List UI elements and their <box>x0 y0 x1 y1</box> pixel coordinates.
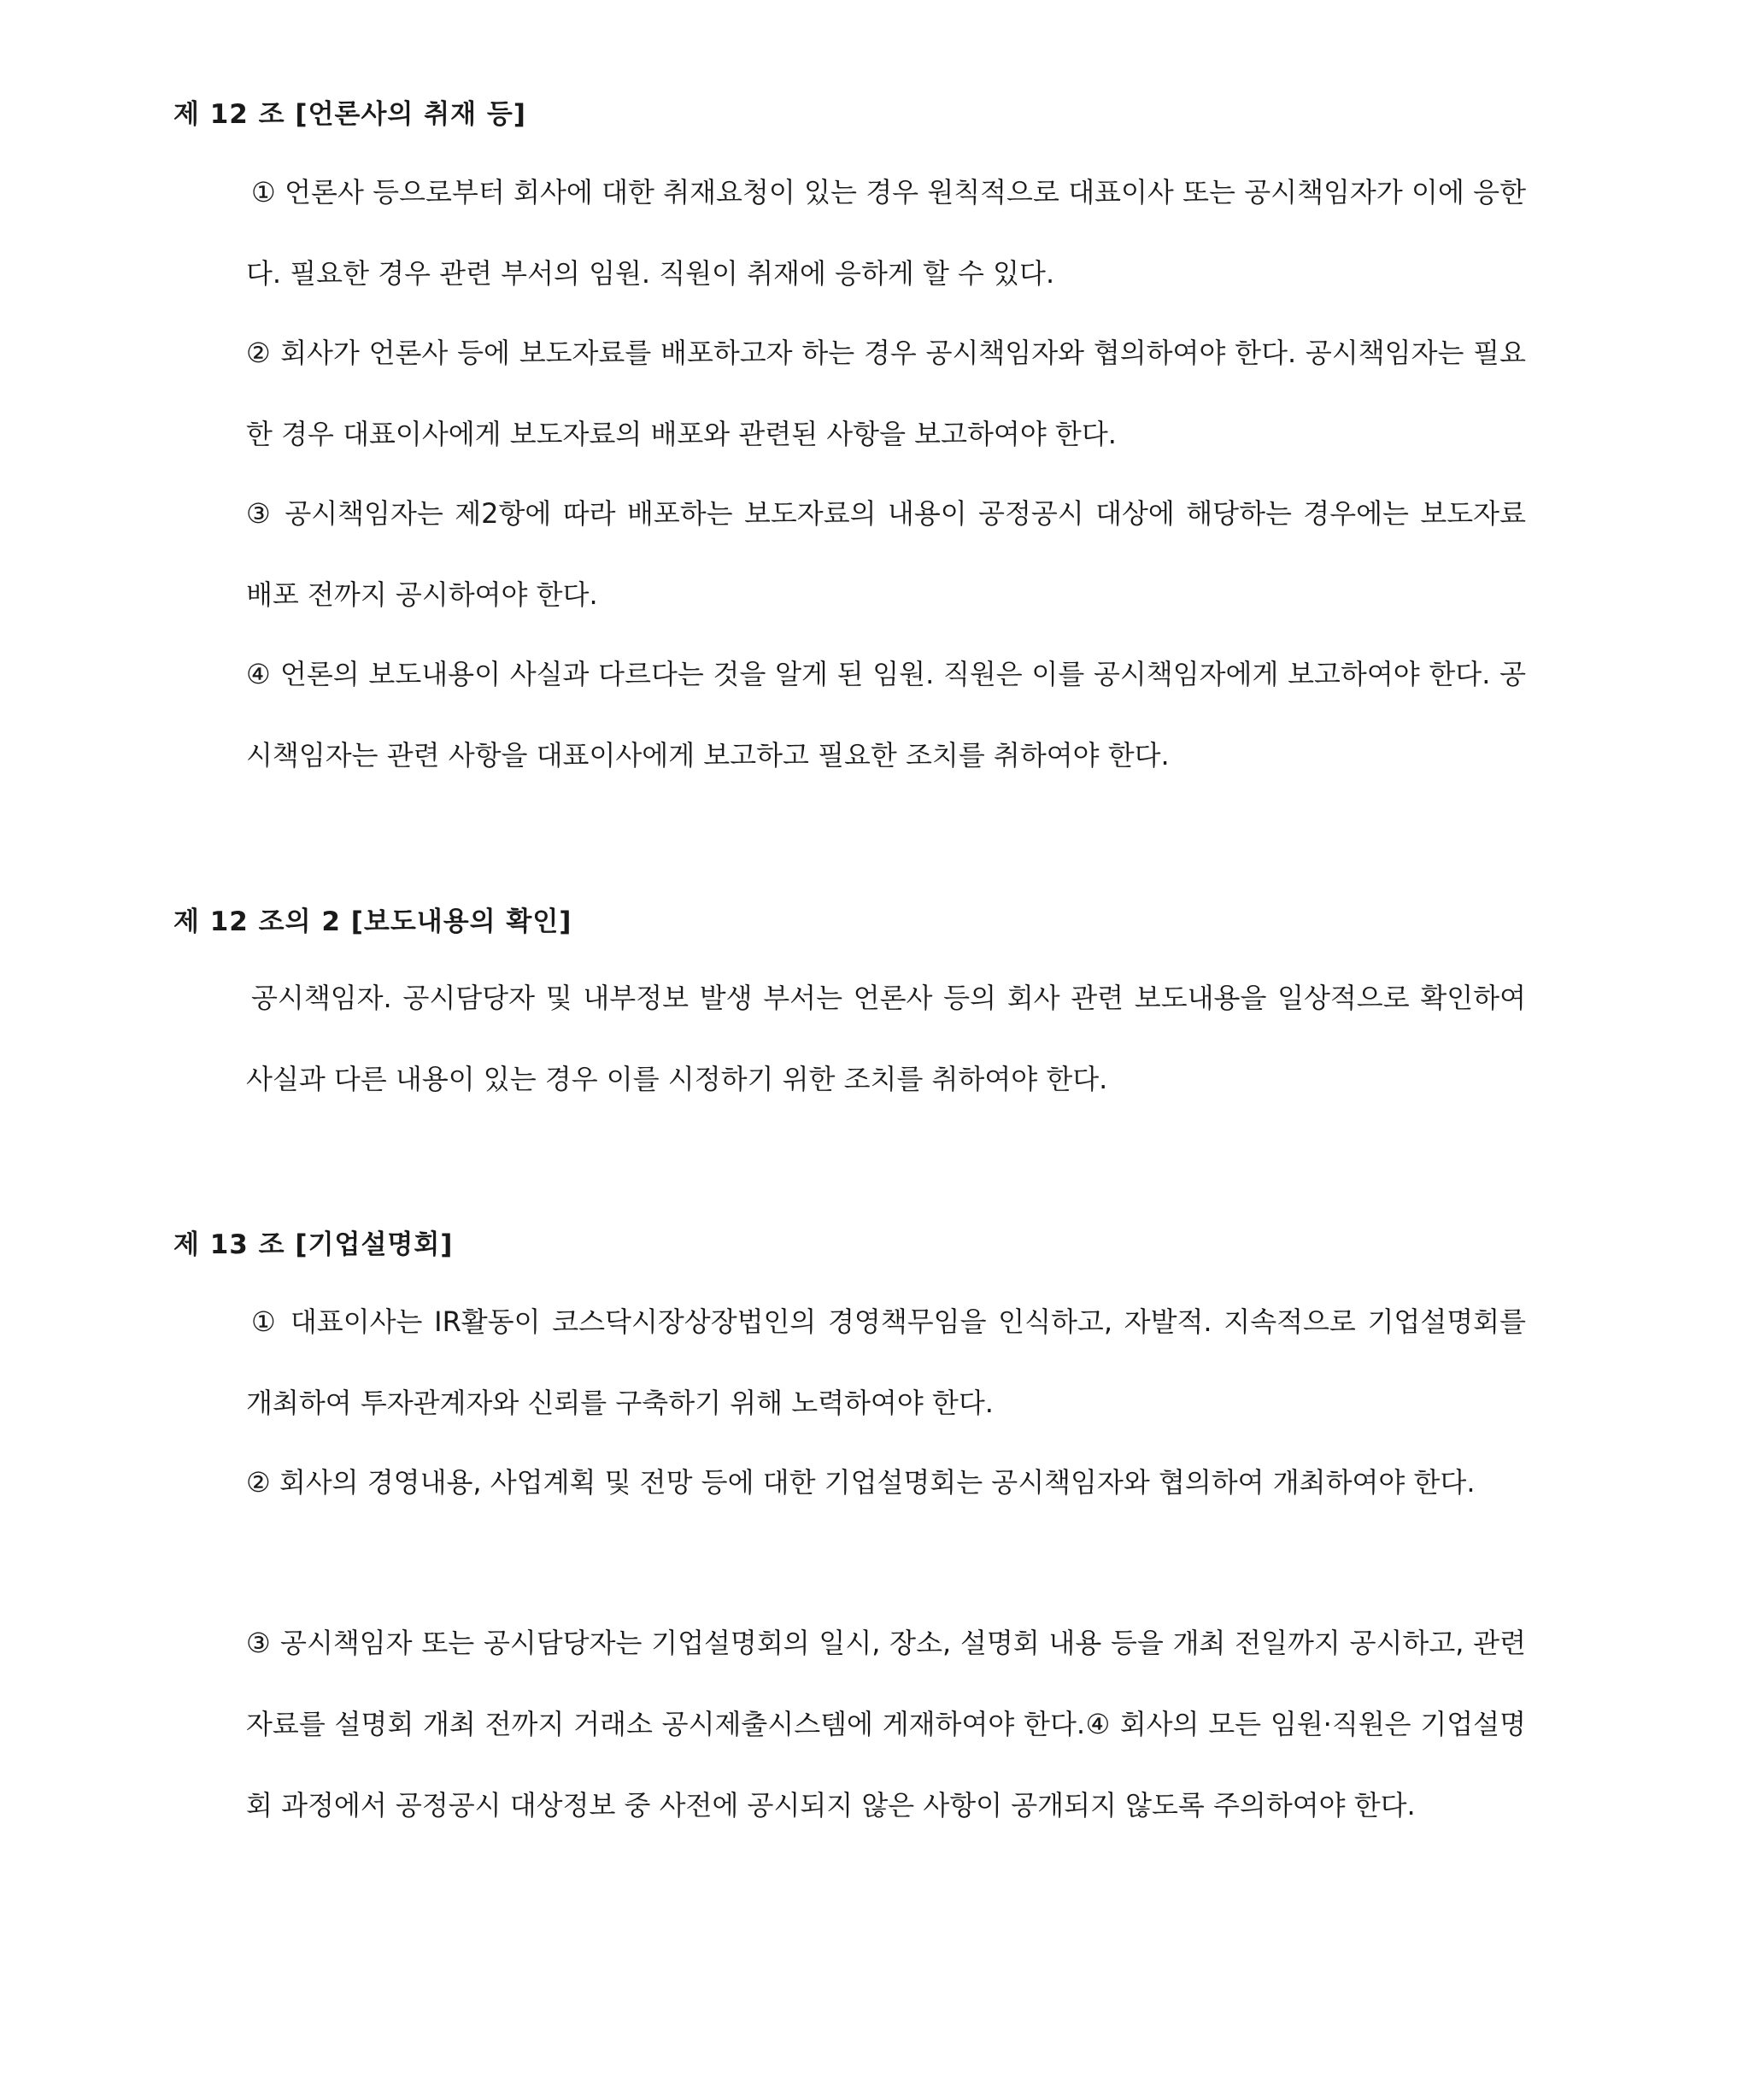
article-12-heading: 제 12 조 [언론사의 취재 등] <box>173 99 526 130</box>
article-13-heading: 제 13 조 [기업설명회] <box>173 1229 454 1260</box>
article-12-paragraph-1: ① 언론사 등으로부터 회사에 대한 취재요청이 있는 경우 원칙적으로 대표이사 또는 공시책임자가 이에 응한다. 필요한 경우 관련 부서의 임원. 직원이 취재에 응하게 할 수 있다. <box>246 176 1526 290</box>
article-12-paragraph-2: ② 회사가 언론사 등에 보도자료를 배포하고자 하는 경우 공시책임자와 협의하여야 한다. 공시책임자는 필요한 경우 대표이사에게 보도자료의 배포와 관련된 사항을 보고하여야 한다. <box>246 337 1527 450</box>
article-13-paragraph-3: ③ 공시책임자 또는 공시담당자는 기업설명회의 일시, 장소, 설명회 내용 등을 개최 전일까지 공시하고, 관련 자료를 설명회 개최 전까지 거래소 공시제출시스템에 게재하여야 한다.④ 회사의 모든 임원·직원은 기업설명회 과정에서 공정공시 대상정보 중 사전에 공시되지 않은 사항이 공개되지 않도록 주의하여야 한다. <box>246 1627 1526 1821</box>
article-13-paragraph-1: ① 대표이사는 IR활동이 코스닥시장상장법인의 경영책무임을 인식하고, 자발적. 지속적으로 기업설명회를 개최하여 투자관계자와 신뢰를 구축하기 위해 노력하여야 한다. <box>246 1305 1526 1419</box>
article-12-2-heading: 제 12 조의 2 [보도내용의 확인] <box>173 906 572 937</box>
article-12-2-paragraph-1: 공시책임자. 공시담당자 및 내부정보 발생 부서는 언론사 등의 회사 관련 보도내용을 일상적으로 확인하여 사실과 다른 내용이 있는 경우 이를 시정하기 위한 조치를 취하여야 한다. <box>246 982 1526 1095</box>
article-13-paragraph-2: ② 회사의 경영내용, 사업계획 및 전망 등에 대한 기업설명회는 공시책임자와 협의하여 개최하여야 한다. <box>246 1466 1476 1499</box>
article-12-paragraph-4: ④ 언론의 보도내용이 사실과 다르다는 것을 알게 된 임원. 직원은 이를 공시책임자에게 보고하여야 한다. 공시책임자는 관련 사항을 대표이사에게 보고하고 필요한 조치를 취하여야 한다. <box>246 658 1526 771</box>
article-12-paragraph-3: ③ 공시책임자는 제2항에 따라 배포하는 보도자료의 내용이 공정공시 대상에 해당하는 경우에는 보도자료 배포 전까지 공시하여야 한다. <box>246 497 1526 611</box>
